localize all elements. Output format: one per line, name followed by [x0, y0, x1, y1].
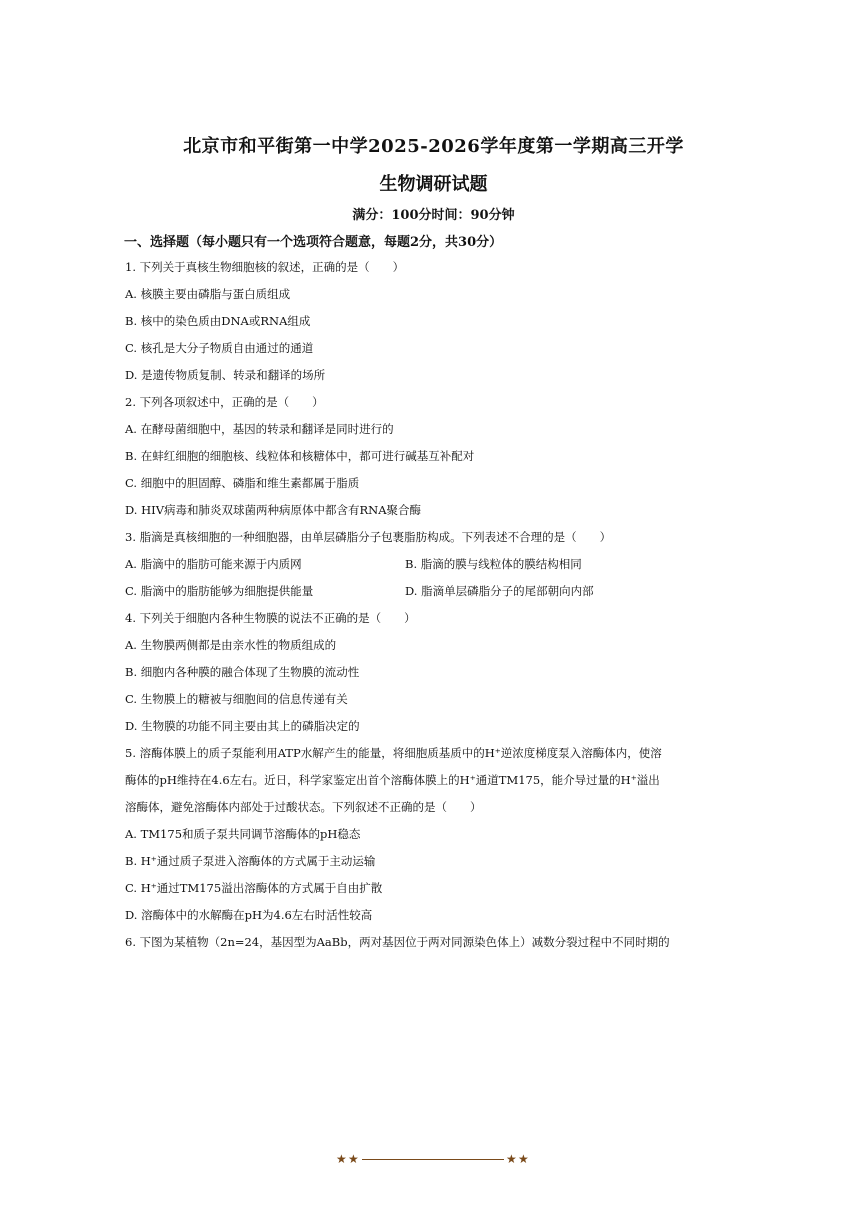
- q5-option-d: D. 溶酶体中的水解酶在pH为4.6左右时活性较高: [125, 908, 373, 922]
- page-footer-ornament: [0, 1151, 867, 1169]
- q2-option-d: D. HIV病毒和肺炎双球菌两种病原体中都含有RNA聚合酶: [125, 503, 422, 517]
- q3-option-d: D. 脂滴单层磷脂分子的尾部朝向内部: [405, 584, 594, 598]
- star-icon: ★: [336, 1152, 347, 1166]
- q1-option-c: C. 核孔是大分子物质自由通过的通道: [125, 341, 314, 355]
- q4-option-d: D. 生物膜的功能不同主要由其上的磷脂决定的: [125, 719, 360, 733]
- q5-stem-line3: 溶酶体，避免溶酶体内部处于过酸状态。下列叙述不正确的是（ ）: [125, 800, 482, 814]
- q2-option-b: B. 在蚌红细胞的细胞核、线粒体和核糖体中，都可进行碱基互补配对: [125, 449, 475, 463]
- q3-stem: 3. 脂滴是真核细胞的一种细胞器，由单层磷脂分子包裹脂肪构成。下列表述不合理的是（ ）: [125, 530, 612, 544]
- star-icon: ★: [506, 1152, 517, 1166]
- footer-divider: [362, 1159, 504, 1160]
- q4-option-c: C. 生物膜上的糖被与细胞间的信息传递有关: [125, 692, 348, 706]
- section-heading: 一、选择题（每小题只有一个选项符合题意，每题2分，共30分）: [124, 235, 503, 250]
- q5-option-a: A. TM175和质子泵共同调节溶酶体的pH稳态: [125, 827, 361, 841]
- q5-stem-line2: 酶体的pH维持在4.6左右。近日，科学家鉴定出首个溶酶体膜上的H⁺通道TM175，能介导过量的H⁺溢出: [125, 773, 660, 787]
- q4-option-b: B. 细胞内各种膜的融合体现了生物膜的流动性: [125, 665, 360, 679]
- exam-title-line1: 北京市和平街第一中学2025-2026学年度第一学期高三开学: [183, 136, 684, 157]
- q3-option-b: B. 脂滴的膜与线粒体的膜结构相同: [405, 557, 582, 571]
- q2-option-c: C. 细胞中的胆固醇、磷脂和维生素都属于脂质: [125, 476, 360, 490]
- q4-option-a: A. 生物膜两侧都是由亲水性的物质组成的: [125, 638, 337, 652]
- q4-stem: 4. 下列关于细胞内各种生物膜的说法不正确的是（ ）: [125, 611, 416, 625]
- star-icon: ★: [348, 1152, 359, 1166]
- exam-title-line2: 生物调研试题: [379, 174, 488, 195]
- q3-option-a: A. 脂滴中的脂肪可能来源于内质网: [125, 557, 302, 571]
- score-time-line: 满分：100分时间：90分钟: [352, 208, 515, 223]
- q5-stem-line1: 5. 溶酶体膜上的质子泵能利用ATP水解产生的能量，将细胞质基质中的H⁺逆浓度梯度泵入溶酶体内，使溶: [125, 746, 662, 760]
- q5-option-c: C. H⁺通过TM175溢出溶酶体的方式属于自由扩散: [125, 881, 383, 895]
- q6-stem-line1: 6. 下图为某植物（2n=24，基因型为AaBb，两对基因位于两对同源染色体上）减数分裂过程中不同时期的: [125, 935, 670, 949]
- q3-option-c: C. 脂滴中的脂肪能够为细胞提供能量: [125, 584, 314, 598]
- star-icon: ★: [518, 1152, 529, 1166]
- q1-option-b: B. 核中的染色质由DNA或RNA组成: [125, 314, 311, 328]
- q2-option-a: A. 在酵母菌细胞中，基因的转录和翻译是同时进行的: [125, 422, 394, 436]
- q1-option-d: D. 是遗传物质复制、转录和翻译的场所: [125, 368, 326, 382]
- q2-stem: 2. 下列各项叙述中，正确的是（ ）: [125, 395, 324, 409]
- q5-option-b: B. H⁺通过质子泵进入溶酶体的方式属于主动运输: [125, 854, 376, 868]
- q1-stem: 1. 下列关于真核生物细胞核的叙述，正确的是（ ）: [125, 260, 405, 274]
- q1-option-a: A. 核膜主要由磷脂与蛋白质组成: [125, 287, 291, 301]
